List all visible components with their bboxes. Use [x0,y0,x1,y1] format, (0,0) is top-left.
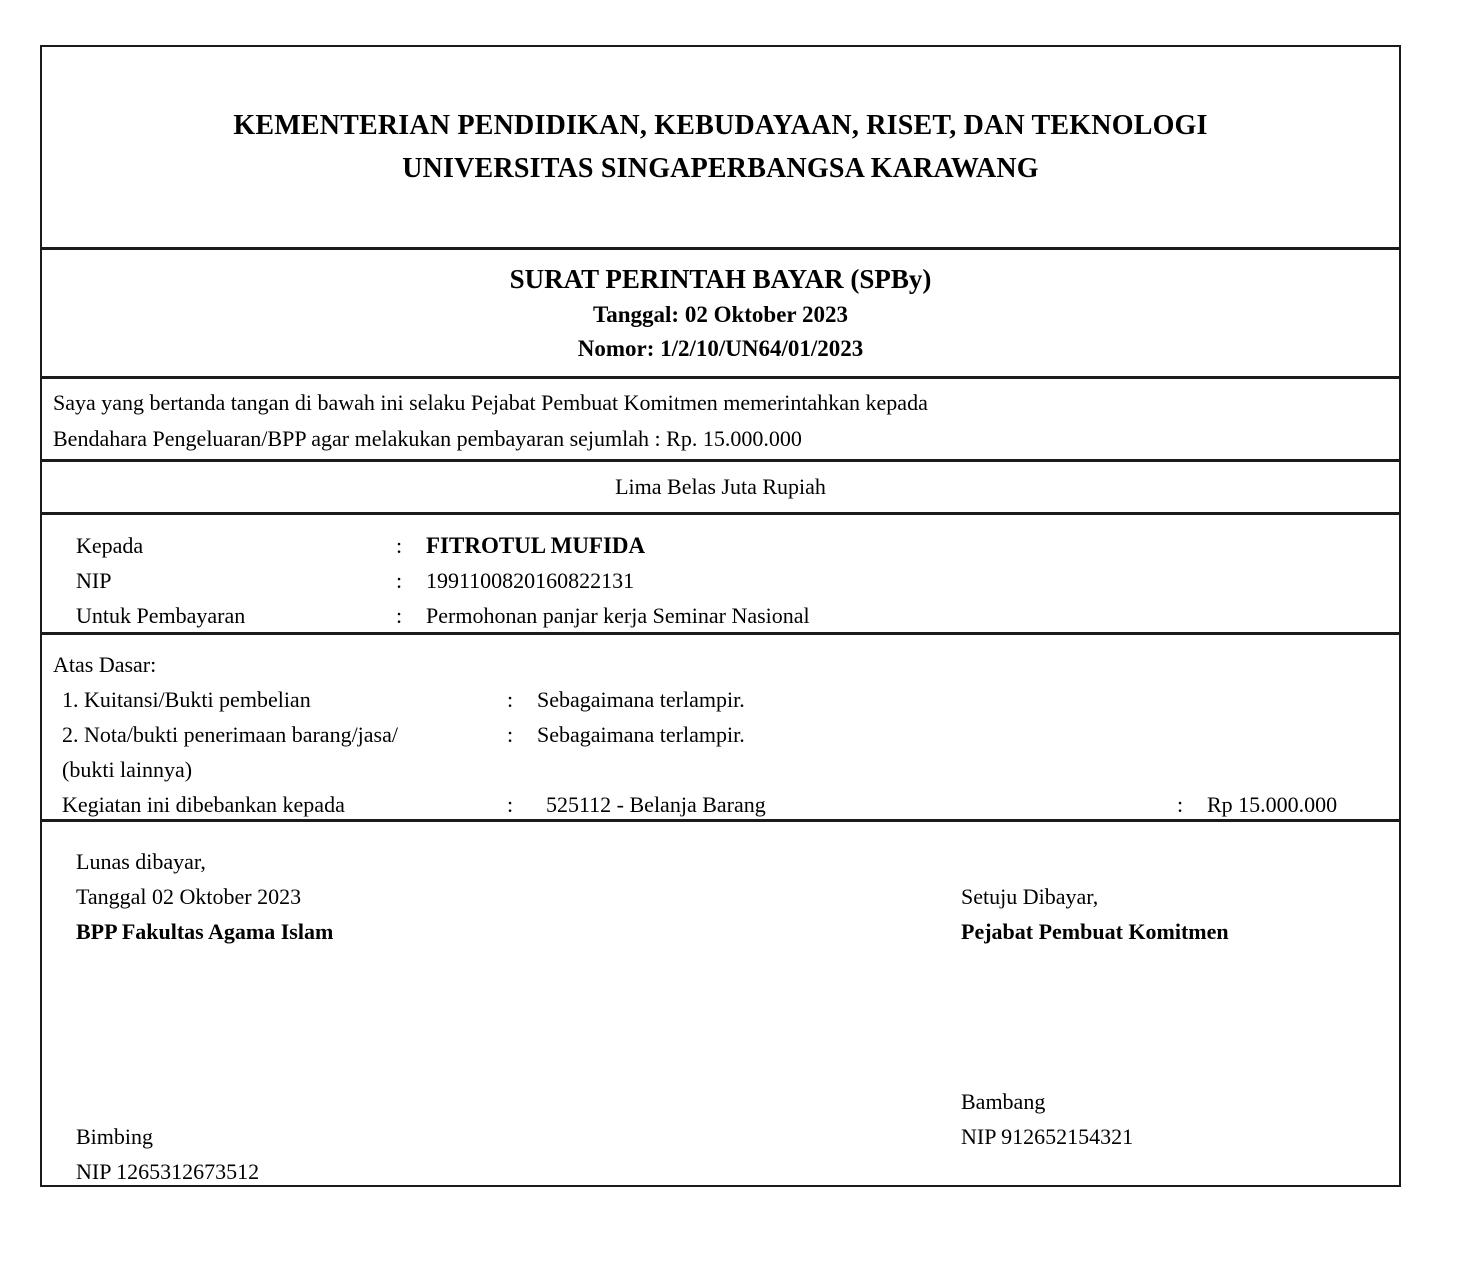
signature-block-right [961,844,1383,1186]
basis-item-label: (bukti lainnya) [62,757,193,782]
basis-item-1 [53,682,1383,717]
left-signer-name: Bimbing [76,1124,154,1149]
paid-statement: Lunas dibayar, [76,849,206,874]
recipient-section [42,515,1399,635]
separator-colon: : [396,603,403,628]
signature-section [42,822,1399,1186]
charge-label: Kegiatan ini dibebankan kepada [62,792,345,817]
recipient-row-nip [76,563,1383,598]
letterhead-section [42,47,1399,250]
basis-item-value: Sebagaimana terlampir. [537,722,745,747]
separator-colon: : [1177,792,1184,817]
basis-item-label: 2. Nota/bukti penerimaan barang/jasa/ [62,722,398,747]
basis-item-2 [53,717,1383,752]
separator-colon: : [396,568,403,593]
instruction-line-1: Saya yang bertanda tangan di bawah ini selaku Pejabat Pembuat Komitmen memerintahkan kepada [53,390,928,415]
charge-account: 525112 - Belanja Barang [546,792,766,817]
basis-item-3 [53,752,1383,787]
paid-date: Tanggal 02 Oktober 2023 [76,884,302,909]
right-signer-name: Bambang [961,1089,1046,1114]
document-title: SURAT PERINTAH BAYAR (SPBy) [509,264,932,294]
separator-colon: : [507,687,514,712]
payment-purpose: Permohonan panjar kerja Seminar Nasional [426,603,810,628]
recipient-nip: 1991100820160822131 [426,568,635,593]
recipient-label: NIP [76,568,112,593]
recipient-label: Kepada [76,533,144,558]
recipient-label: Untuk Pembayaran [76,603,246,628]
university-name: UNIVERSITAS SINGAPERBANGSA KARAWANG [402,153,1039,184]
instruction-section [42,379,1399,462]
charge-amount: Rp 15.000.000 [1207,792,1338,817]
separator-colon: : [396,533,403,558]
basis-item-label: 1. Kuitansi/Bukti pembelian [62,687,311,712]
left-signer-identity [76,1119,961,1186]
right-signer-nip: NIP 912652154321 [961,1124,1134,1149]
right-signer-role: Pejabat Pembuat Komitmen [961,919,1229,944]
signature-block-left [76,844,961,1186]
document-number: Nomor: 1/2/10/UN64/01/2023 [577,336,864,361]
recipient-row-kepada [76,528,1383,563]
approval-statement: Setuju Dibayar, [961,884,1099,909]
basis-item-value [537,752,1383,787]
title-section [42,250,1399,379]
separator-colon: : [507,792,514,817]
charge-row [53,787,1383,822]
amount-in-words: Lima Belas Juta Rupiah [615,474,826,499]
left-signer-nip: NIP 1265312673512 [76,1159,260,1184]
basis-item-value: Sebagaimana terlampir. [537,687,745,712]
basis-heading: Atas Dasar: [53,652,157,677]
amount-in-words-section [42,462,1399,515]
separator-colon: : [507,722,514,747]
left-signer-role: BPP Fakultas Agama Islam [76,919,334,944]
recipient-row-untuk-pembayaran [76,598,1383,633]
spby-document [40,45,1401,1187]
right-spacer-line [961,844,1383,879]
ministry-name: KEMENTERIAN PENDIDIKAN, KEBUDAYAAN, RISET, DAN TEKNOLOGI [233,110,1208,141]
right-signer-identity [961,1084,1383,1154]
recipient-name: FITROTUL MUFIDA [426,533,646,558]
basis-section [42,635,1399,822]
instruction-line-2: Bendahara Pengeluaran/BPP agar melakukan pembayaran sejumlah : Rp. 15.000.000 [53,426,802,451]
separator-colon [507,752,537,787]
document-date: Tanggal: 02 Oktober 2023 [593,302,848,327]
